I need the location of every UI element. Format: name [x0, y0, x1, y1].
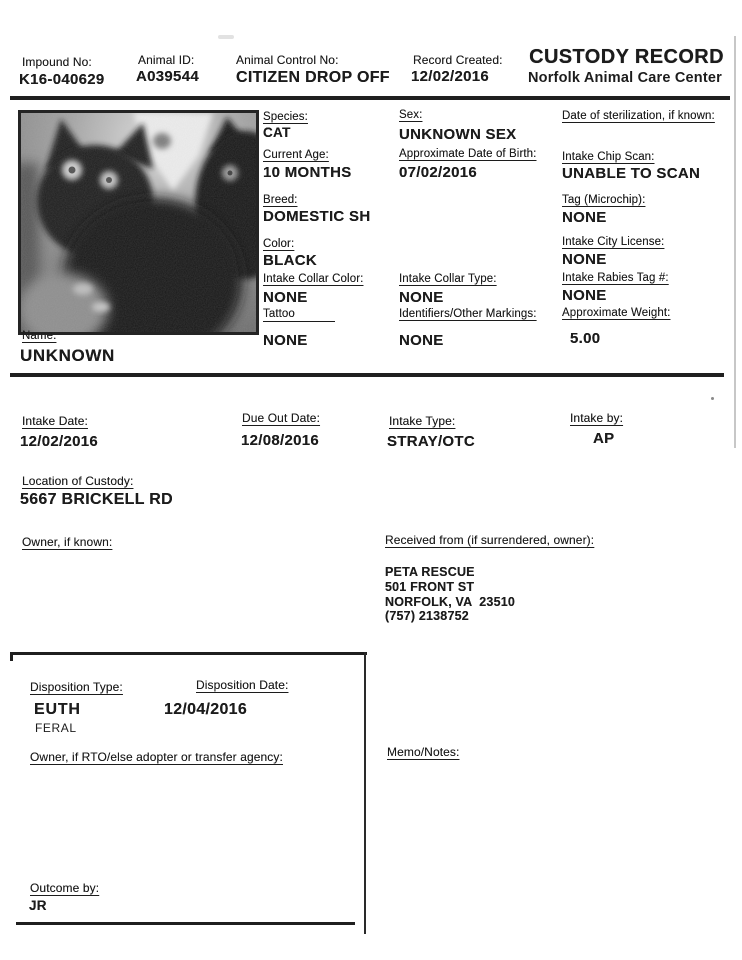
sterilization-label: Date of sterilization, if known:: [562, 110, 715, 122]
received-from-line: PETA RESCUE: [385, 565, 475, 579]
outcome-by-label: Outcome by:: [30, 881, 100, 895]
current-age-label: Current Age:: [263, 149, 329, 161]
scan-smudge-artifact: [218, 35, 234, 39]
chip-scan-label: Intake Chip Scan:: [562, 151, 655, 163]
record-created-value: 12/02/2016: [411, 68, 490, 85]
collar-color-value: NONE: [263, 289, 308, 306]
received-from-address: [385, 565, 515, 624]
owner-if-known-label: Owner, if known:: [22, 535, 113, 549]
received-from-line: 501 FRONT ST: [385, 579, 475, 594]
tattoo-label: Tattoo: [263, 308, 335, 322]
record-created-label: Record Created:: [413, 53, 503, 67]
disposition-box-bottom-border: [16, 922, 355, 925]
date-of-birth-label: Approximate Date of Birth:: [399, 148, 537, 160]
collar-type-label: Intake Collar Type:: [399, 273, 497, 285]
city-license-value: NONE: [562, 251, 607, 268]
location-of-custody-label: Location of Custody:: [22, 474, 134, 488]
weight-label: Approximate Weight:: [562, 307, 671, 319]
sex-label: Sex:: [399, 109, 423, 121]
animal-control-no-value: CITIZEN DROP OFF: [236, 69, 390, 86]
name-label: Name:: [22, 330, 57, 342]
page-subtitle: Norfolk Animal Care Center: [527, 70, 722, 86]
disposition-date-label: Disposition Date:: [196, 678, 289, 692]
disposition-type-value: EUTH: [34, 701, 81, 718]
tattoo-value: NONE: [263, 332, 308, 349]
scan-edge-artifact: [734, 36, 736, 448]
intake-type-label: Intake Type:: [389, 414, 456, 428]
sex-value: UNKNOWN SEX: [399, 126, 517, 143]
animal-id-value: A039544: [136, 68, 199, 85]
intake-date-value: 12/02/2016: [20, 433, 99, 450]
microchip-tag-label: Tag (Microchip):: [562, 194, 646, 206]
microchip-tag-value: NONE: [562, 209, 607, 226]
animal-id-label: Animal ID:: [138, 53, 195, 67]
animal-control-no-label: Animal Control No:: [236, 53, 339, 67]
impound-no-label: Impound No:: [22, 55, 92, 69]
disposition-type-label: Disposition Type:: [30, 680, 123, 694]
markings-label: Identifiers/Other Markings:: [399, 308, 537, 320]
disposition-box-left-tick: [10, 652, 13, 661]
color-value: BLACK: [263, 252, 317, 269]
rabies-tag-value: NONE: [562, 287, 607, 304]
markings-value: NONE: [399, 332, 444, 349]
received-from-line: NORFOLK, VA 23510: [385, 594, 516, 609]
received-from-label: Received from (if surrendered, owner):: [385, 533, 595, 547]
date-of-birth-value: 07/02/2016: [399, 164, 478, 181]
disposition-box-top-border: [10, 652, 367, 655]
header-divider: [10, 96, 730, 100]
collar-color-label: Intake Collar Color:: [263, 273, 364, 285]
breed-label: Breed:: [263, 194, 298, 206]
location-of-custody-value: 5667 BRICKELL RD: [20, 491, 173, 508]
received-from-line: (757) 2138752: [385, 609, 469, 624]
weight-value: 5.00: [570, 330, 601, 347]
breed-value: DOMESTIC SH: [263, 208, 371, 225]
current-age-value: 10 MONTHS: [263, 164, 352, 181]
due-out-date-label: Due Out Date:: [242, 411, 321, 425]
impound-no-value: K16-040629: [19, 71, 105, 88]
cat-photo-image: [21, 113, 256, 332]
intake-by-label: Intake by:: [570, 411, 624, 425]
collar-type-value: NONE: [399, 289, 444, 306]
page-title: CUSTODY RECORD: [529, 46, 724, 68]
city-license-label: Intake City License:: [562, 236, 665, 248]
rabies-tag-label: Intake Rabies Tag #:: [562, 272, 669, 284]
name-value: UNKNOWN: [20, 346, 115, 365]
intake-date-label: Intake Date:: [22, 414, 88, 428]
outcome-by-value: JR: [29, 898, 47, 913]
disposition-box-right-border: [364, 652, 366, 934]
intake-section-divider: [10, 373, 724, 377]
disposition-date-value: 12/04/2016: [164, 701, 248, 718]
animal-photo: [18, 110, 259, 335]
species-value: CAT: [263, 125, 291, 140]
color-label: Color:: [263, 238, 295, 250]
intake-by-value: AP: [593, 430, 615, 447]
scan-speck-artifact: [711, 397, 714, 400]
disposition-type-subvalue: FERAL: [35, 721, 77, 735]
owner-rto-label: Owner, if RTO/else adopter or transfer agency:: [30, 750, 283, 764]
intake-type-value: STRAY/OTC: [387, 433, 475, 450]
memo-notes-label: Memo/Notes:: [387, 745, 460, 759]
chip-scan-value: UNABLE TO SCAN: [562, 165, 701, 182]
species-label: Species:: [263, 111, 308, 123]
due-out-date-value: 12/08/2016: [241, 432, 320, 449]
